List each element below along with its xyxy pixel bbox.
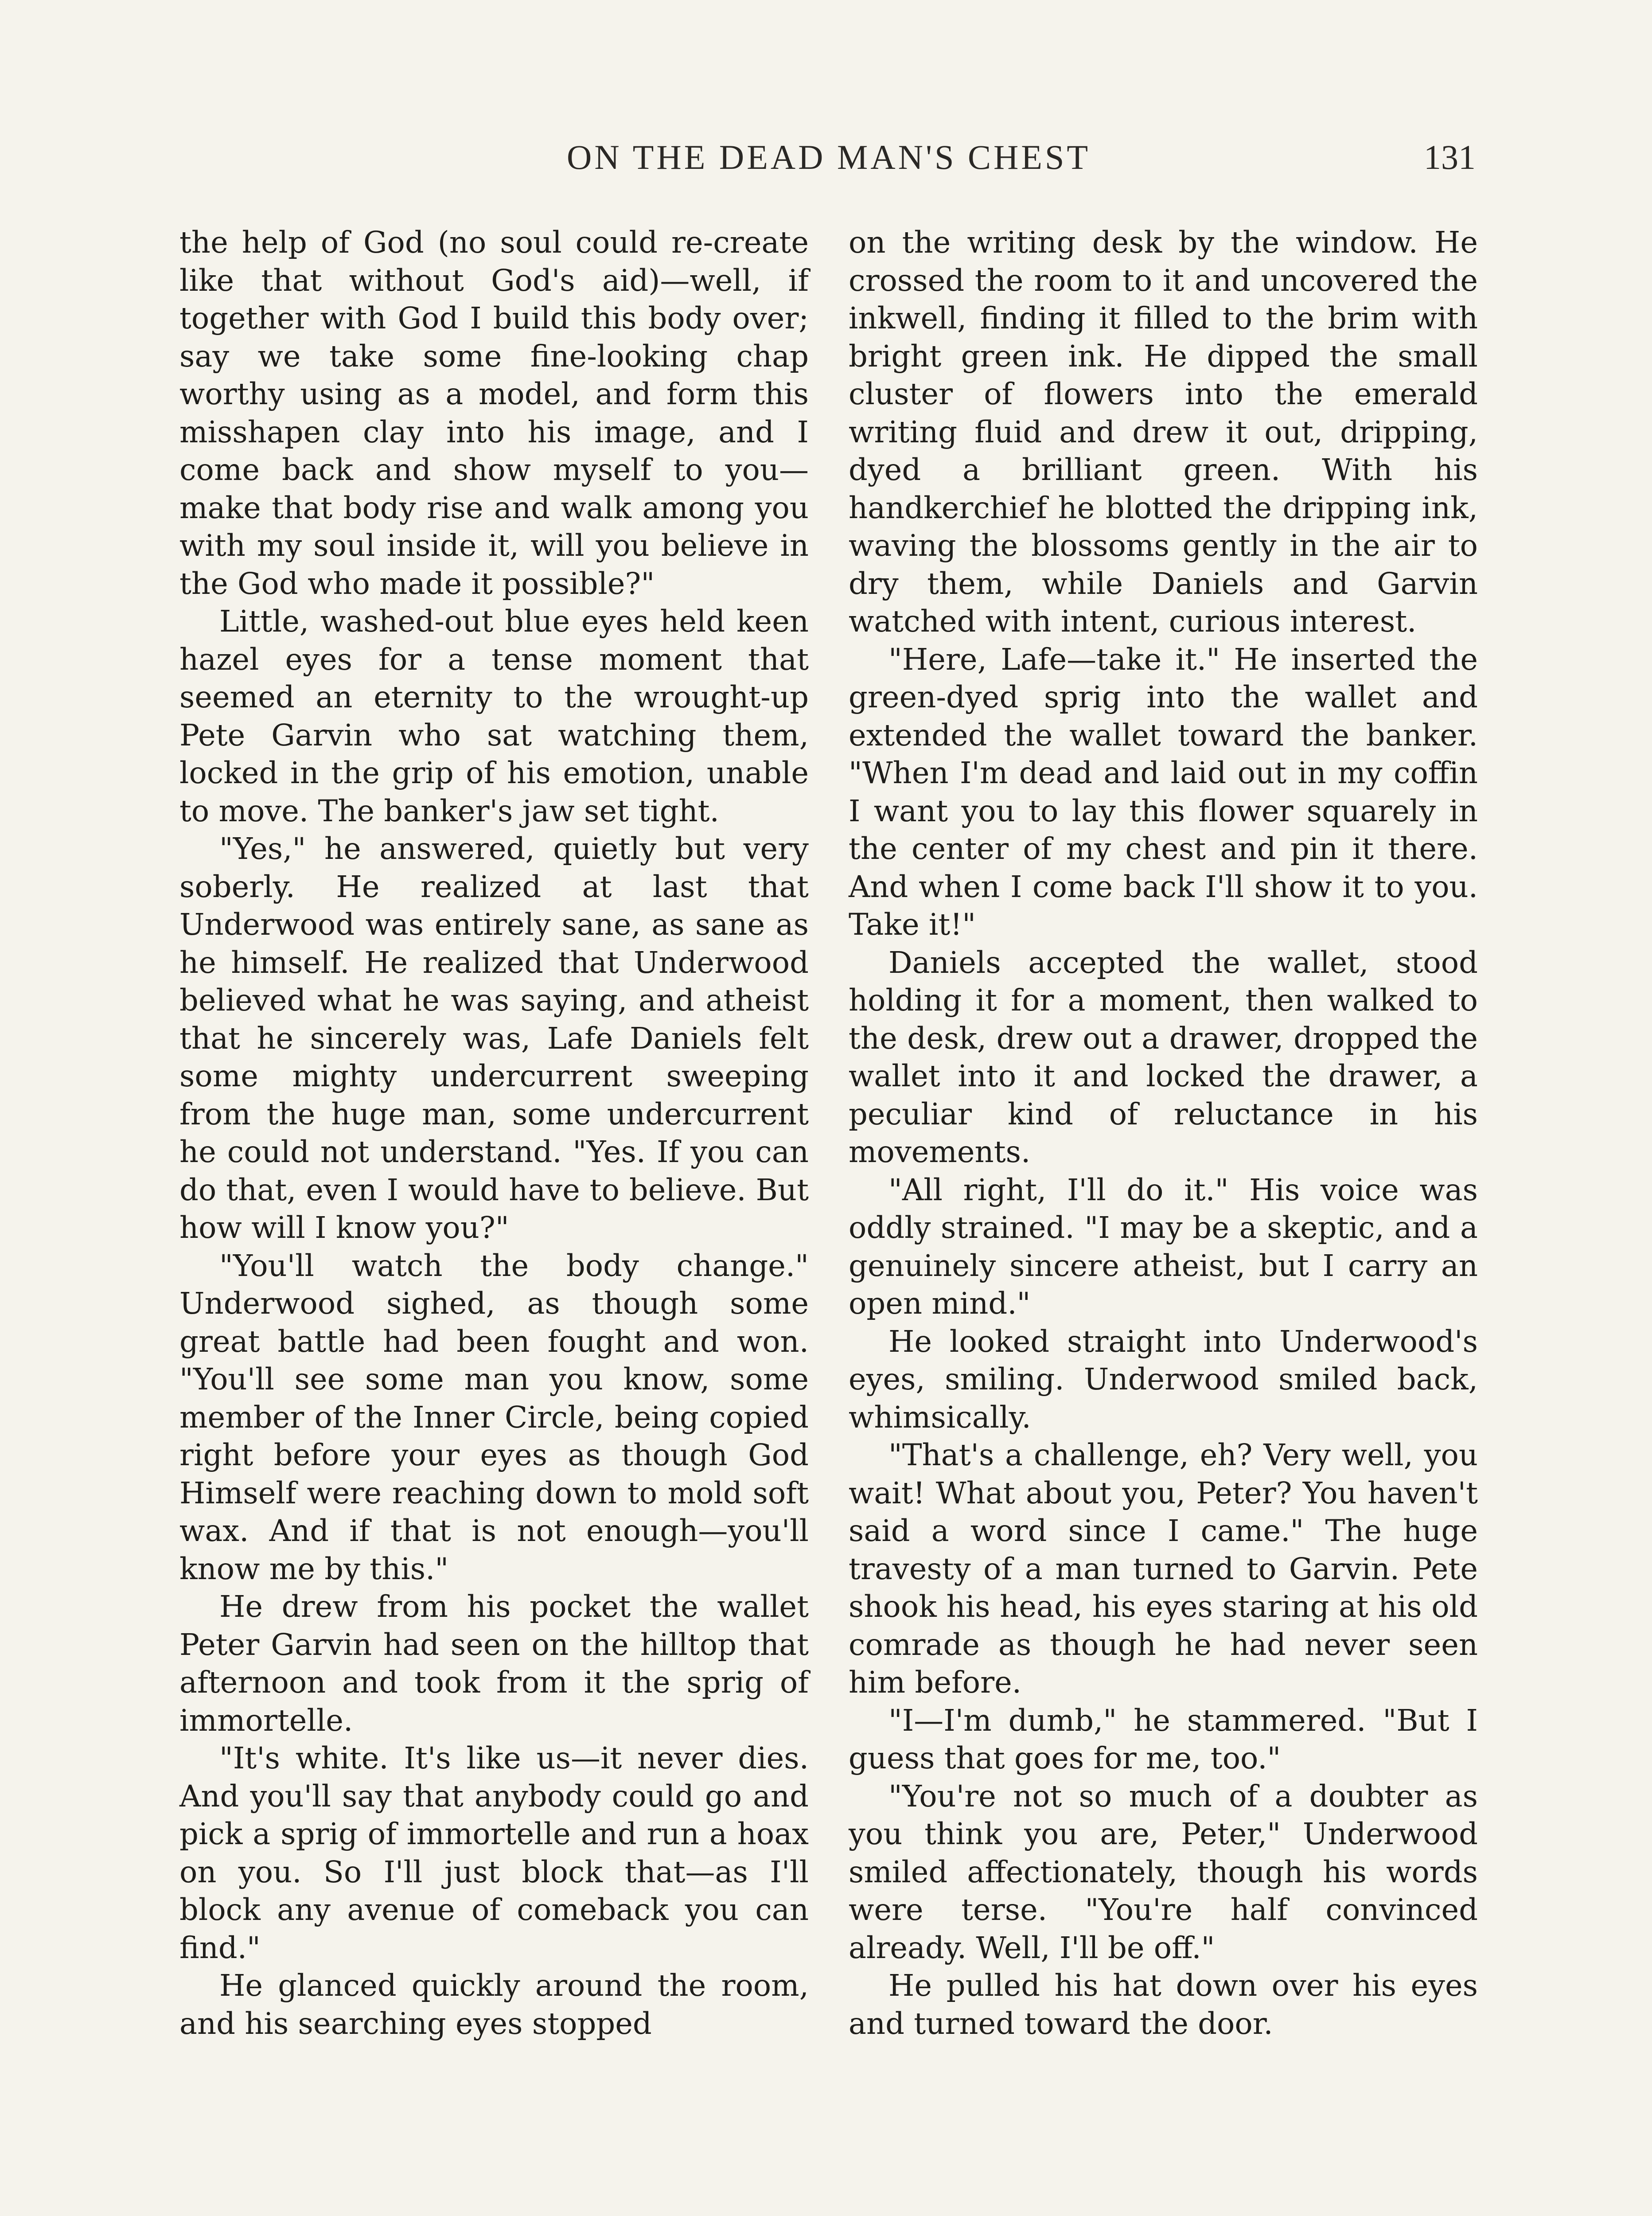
paragraph: the help of God (no soul could re-create like that without God's aid)—well, if together with God I build this body over; say we take some fine-looking chap worthy using as a model, and form this misshapen clay into his image, and I come back and show myself to you—make that body rise and walk among you with my soul inside it, will you believe in the God who made it possible?" (179, 225, 809, 601)
paragraph: "I—I'm dumb," he stammered. "But I guess that goes for me, too." (849, 1703, 1478, 1775)
page-number: 131 (1424, 138, 1476, 176)
paragraph: He drew from his pocket the wallet Peter Garvin had seen on the hilltop that afternoon and took from it the sprig of immortelle. (179, 1589, 809, 1738)
paragraph: Little, washed-out blue eyes held keen hazel eyes for a tense moment that seemed an eternity to the wrought-up Pete Garvin who sat watching them, locked in the grip of his emotion, unable to move. The banker's jaw set tight. (179, 604, 809, 828)
paragraph: Daniels accepted the wallet, stood holding it for a moment, then walked to the desk, drew out a drawer, dropped the wallet into it and locked the drawer, a peculiar kind of reluctance in his movements. (849, 945, 1478, 1169)
right-column (849, 224, 1478, 2043)
running-title: ON THE DEAD MAN'S CHEST (567, 138, 1091, 176)
paragraph: He pulled his hat down over his eyes and turned toward the door. (849, 1968, 1478, 2041)
running-head (182, 133, 1476, 182)
paragraph: "It's white. It's like us—it never dies. And you'll say that anybody could go and pick a sprig of immortelle and run a hoax on you. So I'll just block that—as I'll block any avenue of comeback you can find." (179, 1741, 809, 1965)
paragraph: "You're not so much of a doubter as you think you are, Peter," Underwood smiled affectionately, though his words were terse. "You're half convinced already. Well, I'll be off." (849, 1779, 1478, 1965)
paragraph: "Yes," he answered, quietly but very soberly. He realized at last that Underwood was entirely sane, as sane as he himself. He realized that Underwood believed what he was saying, and atheist that he sincerely was, Lafe Daniels felt some mighty undercurrent sweeping from the huge man, some undercurrent he could not understand. "Yes. If you can do that, even I would have to believe. But how will I know you?" (179, 831, 809, 1245)
left-column (179, 224, 809, 2043)
paragraph: "You'll watch the body change." Underwood sighed, as though some great battle had been fought and won. "You'll see some man you know, some member of the Inner Circle, being copied right before your eyes as though God Himself were reaching down to mold soft wax. And if that is not enough—you'll know me by this." (179, 1248, 809, 1586)
paragraph: on the writing desk by the window. He crossed the room to it and uncovered the inkwell, finding it filled to the brim with bright green ink. He dipped the small cluster of flowers into the emerald writing fluid and drew it out, dripping, dyed a brilliant green. With his handkerchief he blotted the dripping ink, waving the blossoms gently in the air to dry them, while Daniels and Garvin watched with intent, curious interest. (849, 225, 1478, 639)
paragraph: He glanced quickly around the room, and his searching eyes stopped (179, 1968, 809, 2041)
paragraph: "All right, I'll do it." His voice was oddly strained. "I may be a skeptic, and a genuinely sincere atheist, but I carry an open mind." (849, 1172, 1478, 1321)
paragraph: He looked straight into Underwood's eyes, smiling. Underwood smiled back, whimsically. (849, 1324, 1478, 1435)
paragraph: "That's a challenge, eh? Very well, you wait! What about you, Peter? You haven't said a word since I came." The huge travesty of a man turned to Garvin. Pete shook his head, his eyes staring at his old comrade as though he had never seen him before. (849, 1438, 1478, 1700)
paragraph: "Here, Lafe—take it." He inserted the green-dyed sprig into the wallet and extended the wallet toward the banker. "When I'm dead and laid out in my coffin I want you to lay this flower squarely in the center of my chest and pin it there. And when I come back I'll show it to you. Take it!" (849, 642, 1478, 942)
